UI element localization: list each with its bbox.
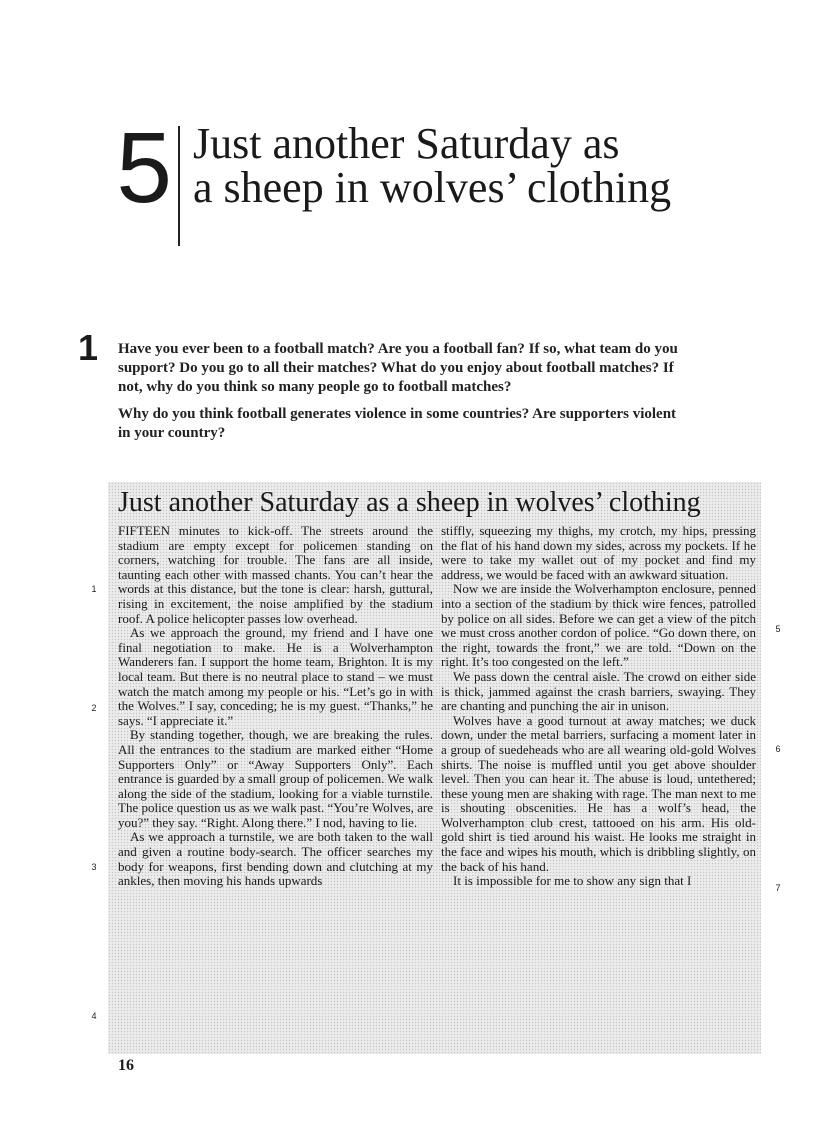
line-number-2: 2 [91,703,97,713]
page-number: 16 [118,1057,134,1074]
article-headline: Just another Saturday as a sheep in wolves’ clothing [118,487,701,518]
article-column-right [441,524,756,889]
line-number-7: 7 [775,883,781,893]
unit-number: 5 [116,112,172,224]
exercise-paragraph-1: Have you ever been to a football match? Are you a football fan? If so, what team do you support? Do you go to all their matches? What do you enjoy about football matches? If not, why do you think so many people go to football matches? [118,341,678,395]
unit-title-divider [178,126,180,246]
article-paragraph: It is impossible for me to show any sign that I [453,873,692,889]
unit-title-line-1: Just another Saturday as [193,119,620,168]
exercise-questions [118,340,678,451]
article-paragraph: By standing together, though, we are breaking the rules. All the entrances to the stadium are marked either “Home Supporters Only” or “Away Supporters Only”. Each entrance is guarded by a small group of policemen. We walk along the side of the stadium, looking for a viable turnstile. The police question us as we walk past. “You’re Wolves, are you?” they say. “Right. Along there.” I nod, having to lie. [118,727,433,830]
article-paragraph: Wolves have a good turnout at away matches; we duck down, under the metal barriers, surfacing a moment later in a group of suedeheads who are all wearing old-gold Wolves shirts. The noise is muffled until you get above shoulder level. Then you can hear it. The abuse is loud, untethered; these young men are shaking with rage. The man next to me is shouting obscenities. He has a wolf’s head, the Wolverhampton club crest, tattooed on his arm. His old-gold shirt is tied around his waist. He looks me straight in the face and wipes his mouth, which is dribbling slightly, on the back of his hand. [441,712,756,874]
line-number-6: 6 [775,744,781,754]
exercise-number: 1 [78,327,99,368]
unit-title-line-2: a sheep in wolves’ clothing [193,163,672,212]
article-paragraph: As we approach a turnstile, we are both taken to the wall and given a routine body-search. The officer searches my body for weapons, first bending down and clutching at my ankles, then moving his hands upwards [118,829,433,889]
unit-title [193,119,793,212]
line-number-3: 3 [91,862,97,872]
article-paragraph: stiffly, squeezing my thighs, my crotch, my hips, pressing the flat of his hand down my sides, across my pockets. If he were to take my wallet out of my pocket and find my address, we would be faced with an awkward situation. [441,523,756,582]
article-paragraph: As we approach the ground, my friend and I have one final negotiation to make. He is a Wolverhampton Wanderers fan. I support the home team, Brighton. It is my local team. But there is no neutral place to stand – we must watch the match among my people or his. “Let’s go in with the Wolves.” I say, conceding; he is my guest. “Thanks,” he says. “I appreciate it.” [118,625,433,728]
exercise-paragraph-2: Why do you think football generates violence in some countries? Are supporters violent in your country? [118,406,677,441]
line-number-1: 1 [91,584,97,594]
article-paragraph: FIFTEEN minutes to kick-off. The streets around the stadium are empty except for policemen standing on corners, watching for trouble. The fans are all inside, taunting each other with massed chants. You can’t hear the words at this distance, but the tone is clear: harsh, guttural, rising in excitement, the noise amplified by the stadium roof. A police helicopter passes low overhead. [118,523,433,626]
article-paragraph: We pass down the central aisle. The crowd on either side is thick, jammed against the crash barriers, swaying. They are chanting and punching the air in unison. [441,668,756,714]
line-number-5: 5 [775,624,781,634]
article-column-left [118,524,433,889]
article-paragraph: Now we are inside the Wolverhampton enclosure, penned into a section of the stadium by thick wire fences, patrolled by police on all sides. Before we can get a view of the pitch we must cross another cordon of police. “Go down there, on the right, towards the front,” we are told. “Down on the right. It’s too congested on the left.” [441,581,756,670]
line-number-4: 4 [91,1011,97,1021]
